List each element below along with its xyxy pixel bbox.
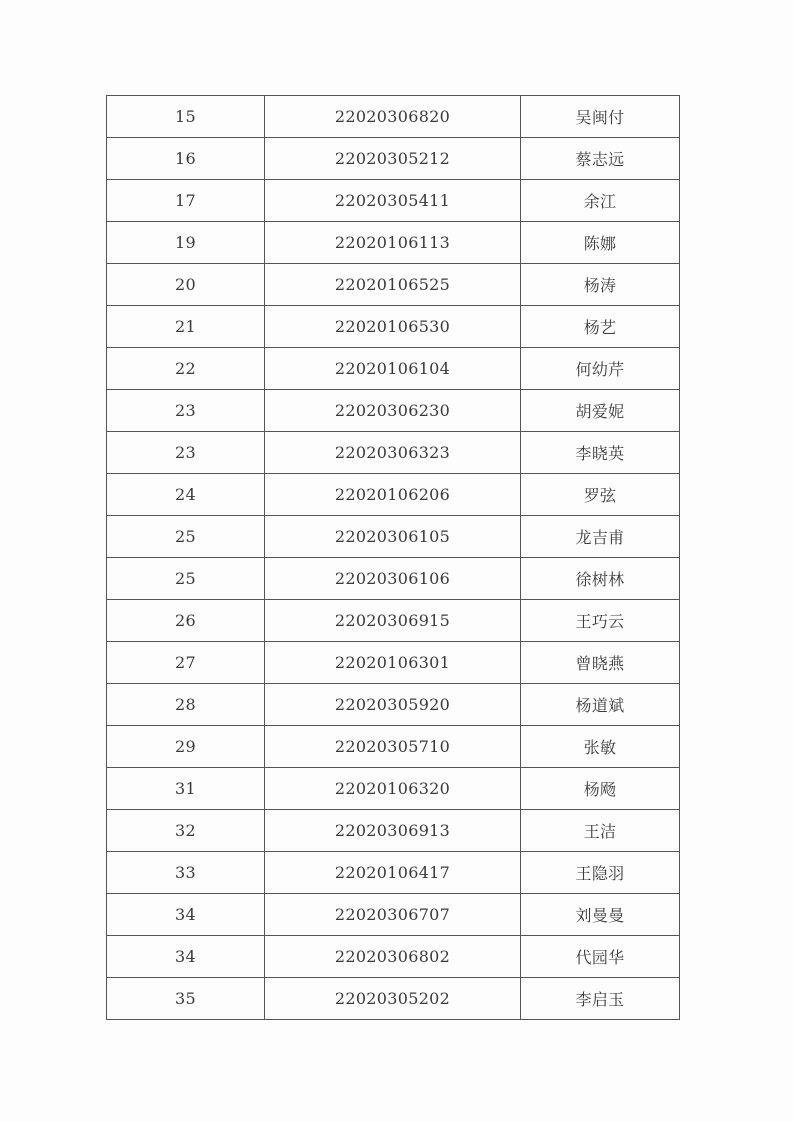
name-cell: 曾晓燕	[521, 642, 680, 684]
rank-cell: 25	[107, 558, 265, 600]
table-row	[107, 642, 680, 684]
table-row	[107, 432, 680, 474]
results-table	[106, 95, 680, 1020]
table-row	[107, 726, 680, 768]
table-row	[107, 348, 680, 390]
table-row	[107, 600, 680, 642]
rank-cell: 23	[107, 432, 265, 474]
name-cell: 杨飏	[521, 768, 680, 810]
results-table-body	[107, 96, 680, 1020]
name-cell: 王隐羽	[521, 852, 680, 894]
table-row	[107, 894, 680, 936]
rank-cell: 25	[107, 516, 265, 558]
table-row	[107, 516, 680, 558]
table-row	[107, 306, 680, 348]
name-cell: 龙吉甫	[521, 516, 680, 558]
rank-cell: 23	[107, 390, 265, 432]
name-cell: 王巧云	[521, 600, 680, 642]
student-id-cell: 22020306913	[265, 810, 521, 852]
table-row	[107, 978, 680, 1020]
rank-cell: 32	[107, 810, 265, 852]
name-cell: 代园华	[521, 936, 680, 978]
name-cell: 杨艺	[521, 306, 680, 348]
rank-cell: 35	[107, 978, 265, 1020]
rank-cell: 34	[107, 894, 265, 936]
name-cell: 徐树林	[521, 558, 680, 600]
name-cell: 余江	[521, 180, 680, 222]
name-cell: 蔡志远	[521, 138, 680, 180]
student-id-cell: 22020305212	[265, 138, 521, 180]
rank-cell: 19	[107, 222, 265, 264]
name-cell: 李晓英	[521, 432, 680, 474]
student-id-cell: 22020106417	[265, 852, 521, 894]
table-row	[107, 474, 680, 516]
student-id-cell: 22020106206	[265, 474, 521, 516]
rank-cell: 31	[107, 768, 265, 810]
table-row	[107, 558, 680, 600]
table-row	[107, 264, 680, 306]
name-cell: 何幼芹	[521, 348, 680, 390]
student-id-cell: 22020306707	[265, 894, 521, 936]
rank-cell: 27	[107, 642, 265, 684]
rank-cell: 33	[107, 852, 265, 894]
rank-cell: 26	[107, 600, 265, 642]
student-id-cell: 22020306323	[265, 432, 521, 474]
student-id-cell: 22020306802	[265, 936, 521, 978]
name-cell: 罗弦	[521, 474, 680, 516]
table-row	[107, 390, 680, 432]
name-cell: 杨涛	[521, 264, 680, 306]
name-cell: 吴闽付	[521, 96, 680, 138]
rank-cell: 29	[107, 726, 265, 768]
name-cell: 王洁	[521, 810, 680, 852]
name-cell: 陈娜	[521, 222, 680, 264]
rank-cell: 17	[107, 180, 265, 222]
student-id-cell: 22020106320	[265, 768, 521, 810]
student-id-cell: 22020106525	[265, 264, 521, 306]
rank-cell: 20	[107, 264, 265, 306]
student-id-cell: 22020106530	[265, 306, 521, 348]
student-id-cell: 22020305920	[265, 684, 521, 726]
student-id-cell: 22020106104	[265, 348, 521, 390]
rank-cell: 28	[107, 684, 265, 726]
table-row	[107, 180, 680, 222]
rank-cell: 15	[107, 96, 265, 138]
table-row	[107, 138, 680, 180]
table-row	[107, 768, 680, 810]
student-id-cell: 22020305710	[265, 726, 521, 768]
student-id-cell: 22020305411	[265, 180, 521, 222]
table-row	[107, 852, 680, 894]
rank-cell: 21	[107, 306, 265, 348]
name-cell: 胡爱妮	[521, 390, 680, 432]
table-row	[107, 222, 680, 264]
table-row	[107, 810, 680, 852]
table-row	[107, 96, 680, 138]
table-row	[107, 684, 680, 726]
rank-cell: 22	[107, 348, 265, 390]
table-row	[107, 936, 680, 978]
student-id-cell: 22020106301	[265, 642, 521, 684]
rank-cell: 34	[107, 936, 265, 978]
name-cell: 张敏	[521, 726, 680, 768]
student-id-cell: 22020106113	[265, 222, 521, 264]
student-id-cell: 22020306106	[265, 558, 521, 600]
name-cell: 杨道斌	[521, 684, 680, 726]
name-cell: 李启玉	[521, 978, 680, 1020]
student-id-cell: 22020305202	[265, 978, 521, 1020]
rank-cell: 24	[107, 474, 265, 516]
student-id-cell: 22020306820	[265, 96, 521, 138]
student-id-cell: 22020306105	[265, 516, 521, 558]
student-id-cell: 22020306230	[265, 390, 521, 432]
name-cell: 刘曼曼	[521, 894, 680, 936]
student-id-cell: 22020306915	[265, 600, 521, 642]
rank-cell: 16	[107, 138, 265, 180]
